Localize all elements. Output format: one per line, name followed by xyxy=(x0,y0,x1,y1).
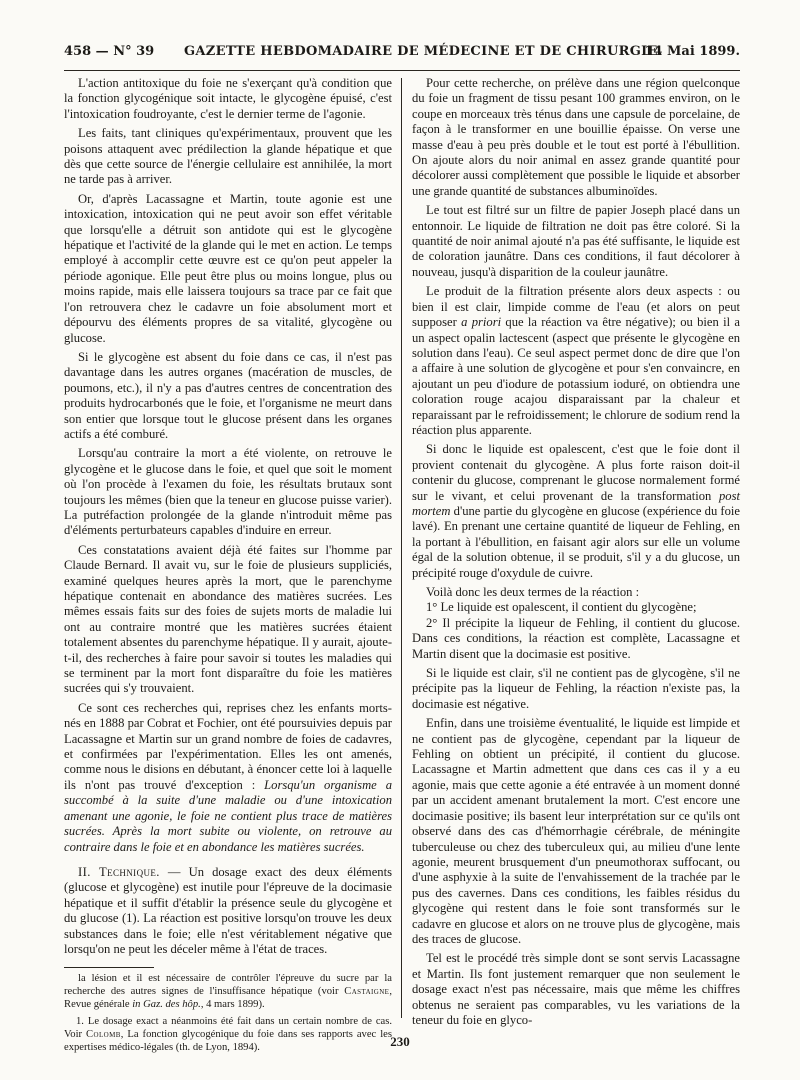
running-header xyxy=(64,44,740,66)
paragraph: Le tout est filtré sur un filtre de papier Joseph placé dans un entonnoir. Le liquide de filtration ne doit pas être coloré. Si la quantité de noir animal ajouté n'a pas été suffisante, le liquide est de coloration jaunâtre. Dans ces conditions, il faut décolorer à nouveau, jusqu'à disparition de la couleur jaunâtre. xyxy=(412,203,740,279)
paragraph: Lorsqu'au contraire la mort a été violente, on retrouve le glycogène et le glucose dans le foie, et quel que soit le moment où l'on procède à l'examen du foie, les résultats brutaux sont toujours les mêmes (bien que la teneur en glucose puisse varier). La putréfaction prolongée de la glande n'introduit même pas d'éléments perturbateurs capables d'induire en erreur. xyxy=(64,446,392,538)
paragraph: Tel est le procédé très simple dont se sont servis Lacassagne et Martin. Ils font justement remarquer que non seulement le dosage exact n'est pas nécessaire, mais que même les chiffres obtenus ne seraient pas comparables, vu les variations de la teneur du foie en glyco- xyxy=(412,951,740,1027)
paragraph: Enfin, dans une troisième éventualité, le liquide est limpide et ne contient pas de glycogène, cependant par la liqueur de Fehling on obtient un précipité, il contient du glucose. Lacassagne et Martin admettent que dans ces cas il y a eu agonie, mais que cette agonie a été entravée à un moment donné par un accident amenant brutalement la mort. C'est encore une docimasie positive; ils basent leur interprétation sur ce qu'ils ont observé dans des cas d'hémorrhagie cérébrale, de méningite tuberculeuse ou chez des tuberculeux qui, au milieu d'une lente agonie, meurent brusquement d'un pneumothorax suffocant, ou d'une asphyxie à la suite de l'envahissement de la trachée par le pus des cavernes. Dans ces conditions, les faibles résidus du glycogène qui restent dans le foie sont transformés sur le cadavre en glucose et alors on ne trouve plus de glycogène, mais des traces de glucose. xyxy=(412,716,740,946)
section-text: — Un dosage exact des deux éléments (glucose et glycogène) est inutile pour l'épreuve de la docimasie hépatique et il suffit d'établir la présence seule du glycogène et du glucose (1). La réaction est positive lorsqu'on trouve les deux substances dans le foie; elle n'est véritablement négative que lorsqu'on ne peut les déceler même à l'état de traces. xyxy=(64,864,392,956)
section-heading: II. Technique. xyxy=(78,864,160,879)
section-technique xyxy=(64,865,392,957)
paragraph: L'action antitoxique du foie ne s'exerçant qu'à condition que la fonction glycogénique soit intacte, le glycogène épuisé, c'est l'intoxication foudroyante, c'est le dernier terme de l'agonie. xyxy=(64,76,392,121)
law-intro: Ce sont ces recherches qui, reprises chez les enfants morts-nés en 1888 par Cobrat et Fochier, ont été poursuivies depuis par Lacassagne et Martin sur un grand nombre de foies de cadavres, et confirmées par l'expérimentation. Elles les ont amenés, comme nous le disions en débutant, à énoncer cette loi à laquelle ils n'ont pas trouvé d'exception : xyxy=(64,700,392,792)
left-column xyxy=(64,76,392,1058)
paragraph: Ces constatations avaient déjà été faites sur l'homme par Claude Bernard. Il avait vu, sur le foie de plusieurs suppliciés, examiné quelques heures après la mort, que le parenchyme hépatique contenait en abondance des matières sucrées. Les mêmes essais faits sur des foies de sujets morts de maladie lui ont au contraire montré que les matières sucrées étaient totalement absentes du parenchyme hépatique. Il y aurait, ajoute-t-il, des recherches à faire pour savoir si toutes les maladies qui se terminent par la mort font disparaître du foie les matières sucrées qui s'y trouvaient. xyxy=(64,542,393,696)
paragraph: Si donc le liquide est opalescent, c'est que le foie dont il provient contenait du glycogène. A plus forte raison doit-il contenir du glucose, comprenant le glucose normalement formé sur le vivant, et celui provenant de la transformation post mortem d'une partie du glycogène en glucose (expérience du foie lavé). En prenant une certaine quantité de liqueur de Fehling, en la portant à l'ébullition, en faisant agir alors sur elle un volume égal de la solution obtenue, il se produit, s'il y a du glucose, un précipité rouge d'oxydule de cuivre. xyxy=(412,442,740,580)
paragraph: Les faits, tant cliniques qu'expérimentaux, prouvent que les poisons attaquent avec prédilection la glande hépatique et que dès que cette source de l'énergie cellulaire est annihilée, la mort ne tarde pas à arriver. xyxy=(64,126,392,187)
paragraph: Si le liquide est clair, s'il ne contient pas de glycogène, s'il ne précipite pas la liqueur de Fehling, la réaction n'existe pas, la docimasie est négative. xyxy=(412,666,740,711)
right-column xyxy=(412,76,740,1032)
paragraph: Le produit de la filtration présente alors deux aspects : ou bien il est clair, limpide comme de l'eau (et alors on peut supposer a priori que la réaction va être négative); ou bien il a un aspect opalin lactescent (aspect que présente le glycogène en solution dans l'eau). Ce seul aspect permet donc de dire que l'on a affaire à une solution de glycogène et pour s'en convaincre, en ajoutant un peu d'iodure de potassium ioduré, on obtiendra une coloration rouge acajou disparaissant par la chaleur et reparaissant par le refroidissement; le chlorure de sodium rend la réaction plus apparente. xyxy=(412,284,741,437)
footnote-continued: la lésion et il est nécessaire de contrôler l'épreuve du sucre par la recherche des autres signes de l'insuffisance hépatique (voir Castaigne, Revue générale in Gaz. des hôp., 4 mars 1899). xyxy=(64,973,392,1011)
header-journal-title: GAZETTE HEBDOMADAIRE DE MÉDECINE ET DE CHIRURGIE. xyxy=(184,44,663,59)
header-date: 14 Mai 1899. xyxy=(644,44,740,59)
header-page-issue: 458 — N° 39 xyxy=(64,44,155,59)
paragraph: Voilà donc les deux termes de la réaction : xyxy=(426,585,640,599)
page-number: 230 xyxy=(390,1034,410,1049)
paragraph: Or, d'après Lacassagne et Martin, toute agonie est une intoxication, intoxication qui ne peut avoir son effet véritable que lorsqu'elle a détruit son antidote qui est le glycogène hépatique et l'activité de la glande qui le met en action. Le temps employé à accomplir cette œuvre est ce qu'on peut appeler la période agonique. Elle peut être plus ou moins longue, plus ou moins rapide, mais elle laissera toujours sa trace par ce fait que l'on retrouvera chez le cadavre un foie absolument mort et dépourvu des éléments propres de sa vitalité, glycogène ou glucose. xyxy=(64,191,392,345)
list-item: 1° Le liquide est opalescent, il contient du glycogène; xyxy=(426,600,697,615)
footnote-author: Colomb xyxy=(86,1029,121,1041)
footnote-author: Castaigne xyxy=(344,986,390,998)
law-statement: Lorsqu'un organisme a succombé à la suite d'une maladie ou d'une intoxication amenant une agonie, le foie ne contient plus trace de matières sucrées. Après la mort subite ou violente, on retrouve au contraire dans le foie et en abondance les matières sucrées. xyxy=(64,777,392,854)
paragraph-law xyxy=(64,701,392,855)
column-rule xyxy=(401,78,402,1018)
footnote-1: 1. Le dosage exact a néanmoins été fait dans un certain nombre de cas. Voir Colomb, La fonction glycogénique du foie dans ses rapports avec les expertises médico-légales (th. de Lyon, 1894). xyxy=(64,1016,393,1054)
footnote-rule xyxy=(64,967,154,968)
paragraph: Pour cette recherche, on prélève dans une région quelconque du foie un fragment de tissu pesant 100 grammes environ, on le coupe en morceaux très ténus dans une capsule de porcelaine, de façon à le transformer en une bouillie épaisse. On verse une masse d'eau à peu près double et le tout est porté à l'ébullition. On ajoute alors du noir animal en assez grande quantité pour décolorer aussi complètement que possible le liquide et absorber une grande quantité de substances albuminoïdes. xyxy=(412,76,740,198)
paragraph: Si le glycogène est absent du foie dans ce cas, il n'est pas davantage dans les autres organes (macération de muscles, de poumons, etc.), il n'y a pas d'autres centres de concentration des produits hydrocarbonés que le foie, et l'organisme ne meurt dans son entier que lorsque tout le glucose présent dans les organes actifs a été comburé. xyxy=(64,349,392,441)
list-item: 2° Il précipite la liqueur de Fehling, il contient du glucose. Dans ces conditions, la réaction est complète, Lacassagne et Martin disent que la docimasie est positive. xyxy=(412,615,740,661)
header-rule xyxy=(64,70,740,71)
